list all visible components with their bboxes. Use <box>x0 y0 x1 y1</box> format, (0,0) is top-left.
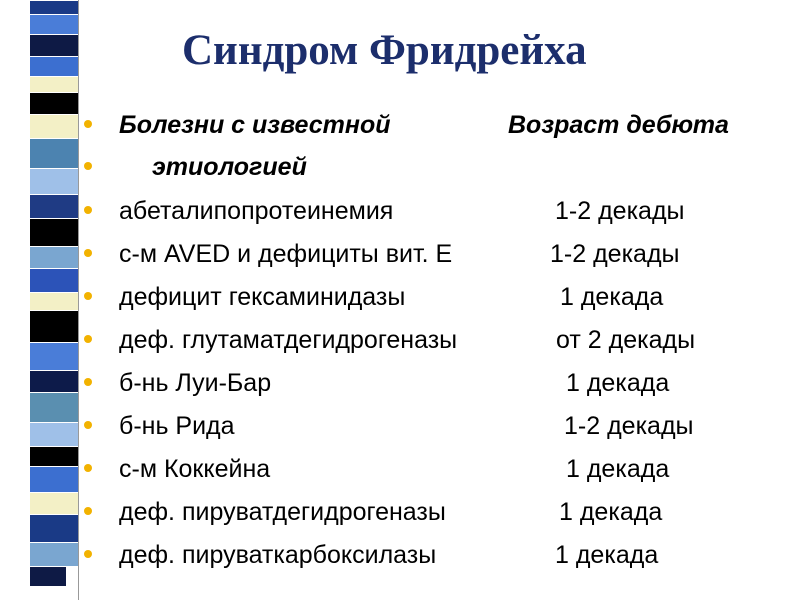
list-header-row <box>84 152 794 188</box>
stripe-block <box>30 14 78 34</box>
list-item <box>84 325 794 361</box>
stripe-block <box>30 34 78 56</box>
stripe-block <box>30 0 78 14</box>
header-disease-label: Болезни с известной <box>119 111 391 139</box>
disease-name: с-м AVED и дефициты вит. Е <box>119 240 453 268</box>
bullet-icon <box>84 292 92 300</box>
list-item <box>84 282 794 318</box>
list-item <box>84 196 794 232</box>
list-header-row <box>84 110 794 146</box>
bullet-icon <box>84 464 92 472</box>
onset-age: от 2 декады <box>556 326 696 354</box>
stripe-block <box>30 542 78 566</box>
disease-name: деф. пируватдегидрогеназы <box>119 498 446 526</box>
bullet-icon <box>84 378 92 386</box>
list-item <box>84 411 794 447</box>
bullet-icon <box>84 206 92 214</box>
disease-name: б-нь Рида <box>119 412 235 440</box>
bullet-icon <box>84 120 92 128</box>
onset-age: 1-2 декады <box>564 412 694 440</box>
stripe-block <box>30 310 78 342</box>
stripe-block <box>30 492 78 514</box>
bullet-icon <box>84 421 92 429</box>
stripe-block <box>30 246 78 268</box>
disease-name: с-м Коккейна <box>119 455 271 483</box>
disease-name: деф. глутаматдегидрогеназы <box>119 326 458 354</box>
onset-age: 1-2 декады <box>550 240 680 268</box>
decorative-stripe <box>30 0 78 600</box>
bullet-icon <box>84 162 92 170</box>
stripe-block <box>30 446 78 466</box>
list-item <box>84 239 794 275</box>
stripe-block <box>30 268 78 292</box>
disease-name: б-нь Луи-Бар <box>119 369 272 397</box>
stripe-block <box>30 194 78 218</box>
list-item <box>84 540 794 576</box>
disease-name: дефицит гексаминидазы <box>119 283 406 311</box>
onset-age: 1 декада <box>566 369 670 397</box>
stripe-block <box>30 56 78 76</box>
stripe-block <box>30 422 78 446</box>
list-item <box>84 497 794 533</box>
stripe-block <box>30 76 78 92</box>
stripe-block <box>30 168 78 194</box>
disease-name: абеталипопротеинемия <box>119 197 394 225</box>
bullet-icon <box>84 249 92 257</box>
onset-age: 1-2 декады <box>555 197 685 225</box>
stripe-block <box>30 218 78 246</box>
list-item <box>84 454 794 490</box>
slide-title: Синдром Фридрейха <box>182 27 587 74</box>
bullet-icon <box>84 507 92 515</box>
stripe-block <box>30 370 78 392</box>
onset-age: 1 декада <box>555 541 659 569</box>
onset-age: 1 декада <box>559 498 663 526</box>
stripe-block <box>30 566 66 586</box>
stripe-block <box>30 138 78 168</box>
bullet-icon <box>84 335 92 343</box>
stripe-block <box>30 114 78 138</box>
stripe-block <box>30 292 78 310</box>
list-item <box>84 368 794 404</box>
bullet-icon <box>84 550 92 558</box>
disease-name: деф. пируваткарбоксилазы <box>119 541 437 569</box>
stripe-block <box>30 342 78 370</box>
header-disease-label-continued: этиологией <box>152 153 307 181</box>
stripe-block <box>30 392 78 422</box>
onset-age: 1 декада <box>566 455 670 483</box>
stripe-block <box>30 92 78 114</box>
header-onset-label: Возраст дебюта <box>508 111 729 139</box>
stripe-block <box>30 466 78 492</box>
stripe-block <box>30 514 78 542</box>
onset-age: 1 декада <box>560 283 664 311</box>
